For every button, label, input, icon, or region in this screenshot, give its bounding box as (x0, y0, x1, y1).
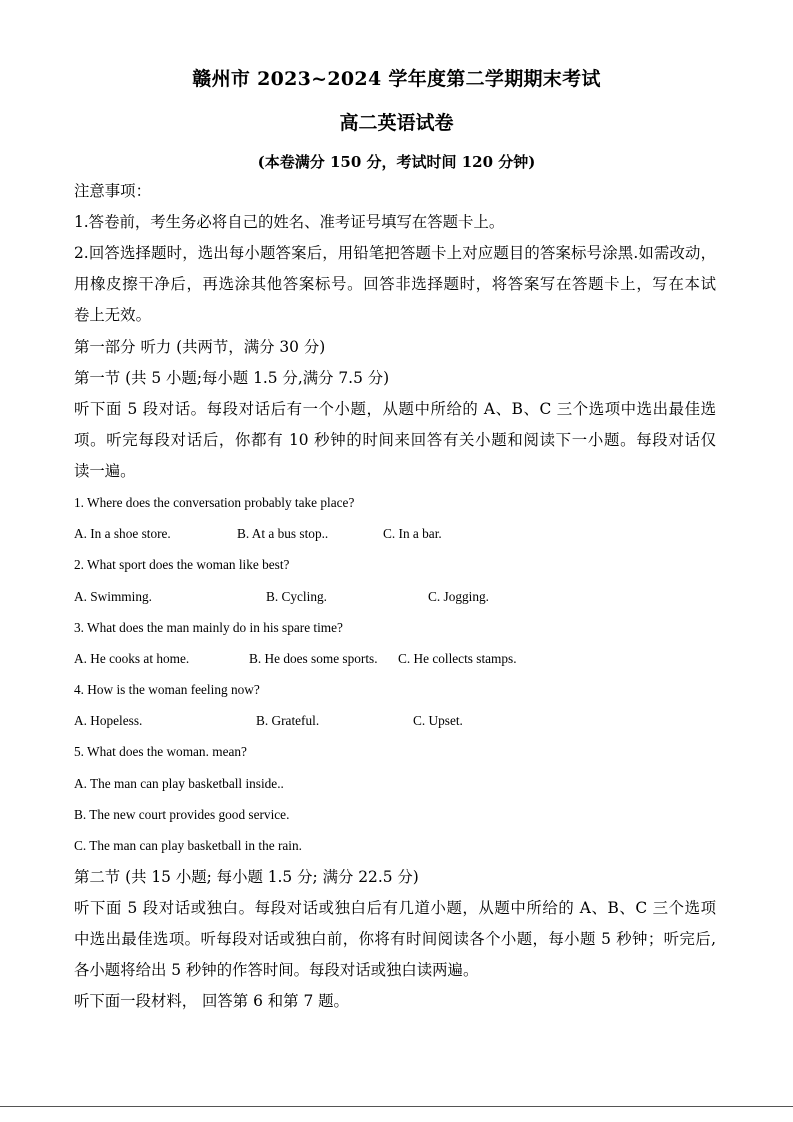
section1-heading: 第一节 (共 5 小题;每小题 1.5 分,满分 7.5 分) (74, 369, 390, 387)
question-4-option-b: B. Grateful. (256, 713, 320, 728)
exam-title: 赣州市 2023~2024 学年度第二学期期末考试 (192, 68, 601, 90)
question-5-option-a: A. The man can play basketball inside.. (74, 776, 284, 791)
exam-subtitle: 高二英语试卷 (339, 112, 454, 134)
question-3-option-c: C. He collects stamps. (398, 651, 517, 666)
section1-instructions-line-2: 项。听完每段对话后，你都有 10 秒钟的时间来回答有关小题和阅读下一小题。每段对话仅 (74, 431, 716, 449)
notice-heading: 注意事项： (74, 182, 151, 200)
notice-item-1: 1.答卷前，考生务必将自己的姓名、准考证号填写在答题卡上。 (74, 213, 505, 231)
section1-instructions-line-3: 读一遍。 (74, 462, 136, 480)
question-4: 4. How is the woman feeling now? (74, 682, 260, 697)
notice-item-2-line-3: 卷上无效。 (74, 306, 151, 324)
question-2-option-b: B. Cycling. (266, 589, 327, 604)
question-5-option-b: B. The new court provides good service. (74, 807, 290, 822)
question-1-option-b: B. At a bus stop.. (237, 526, 329, 541)
next-material-prompt: 听下面一段材料， 回答第 6 和第 7 题。 (74, 992, 349, 1010)
question-1-option-a: A. In a shoe store. (74, 526, 171, 541)
question-2-option-c: C. Jogging. (428, 589, 489, 604)
question-3: 3. What does the man mainly do in his spare time? (74, 620, 343, 635)
question-1: 1. Where does the conversation probably take place? (74, 495, 355, 510)
section2-instructions-line-2: 中选出最佳选项。听每段对话或独白前，你将有时间阅读各个小题，每小题 5 秒钟；听完后, (74, 930, 716, 948)
question-3-option-a: A. He cooks at home. (74, 651, 190, 666)
notice-item-2-line-1: 2.回答选择题时，选出每小题答案后，用铅笔把答题卡上对应题目的答案标号涂黑.如需改动， (74, 244, 716, 262)
section2-instructions-line-3: 各小题将给出 5 秒钟的作答时间。每段对话或独白读两遍。 (74, 961, 479, 979)
question-4-option-c: C. Upset. (413, 713, 463, 728)
section2-heading: 第二节 (共 15 小题; 每小题 1.5 分; 满分 22.5 分) (74, 868, 419, 886)
question-1-option-c: C. In a bar. (383, 526, 442, 541)
section1-instructions-line-1: 听下面 5 段对话。每段对话后有一个小题，从题中所给的 A、B、C 三个选项中选出最佳选 (74, 400, 716, 418)
question-5-option-c: C. The man can play basketball in the rain. (74, 838, 302, 853)
question-2-option-a: A. Swimming. (74, 589, 152, 604)
question-2: 2. What sport does the woman like best? (74, 557, 290, 572)
exam-score-time-note: (本卷满分 150 分，考试时间 120 分钟) (257, 153, 536, 171)
section2-instructions-line-1: 听下面 5 段对话或独白。每段对话或独白后有几道小题，从题中所给的 A、B、C 三个选项 (74, 899, 716, 917)
question-4-option-a: A. Hopeless. (74, 713, 143, 728)
part1-heading: 第一部分 听力 (共两节，满分 30 分) (74, 338, 326, 356)
question-3-option-b: B. He does some sports. (249, 651, 378, 666)
question-5: 5. What does the woman. mean? (74, 744, 247, 759)
notice-item-2-line-2: 用橡皮擦干净后，再选涂其他答案标号。回答非选择题时，将答案写在答题卡上，写在本试 (74, 275, 716, 293)
page-bottom-divider (0, 1106, 793, 1107)
